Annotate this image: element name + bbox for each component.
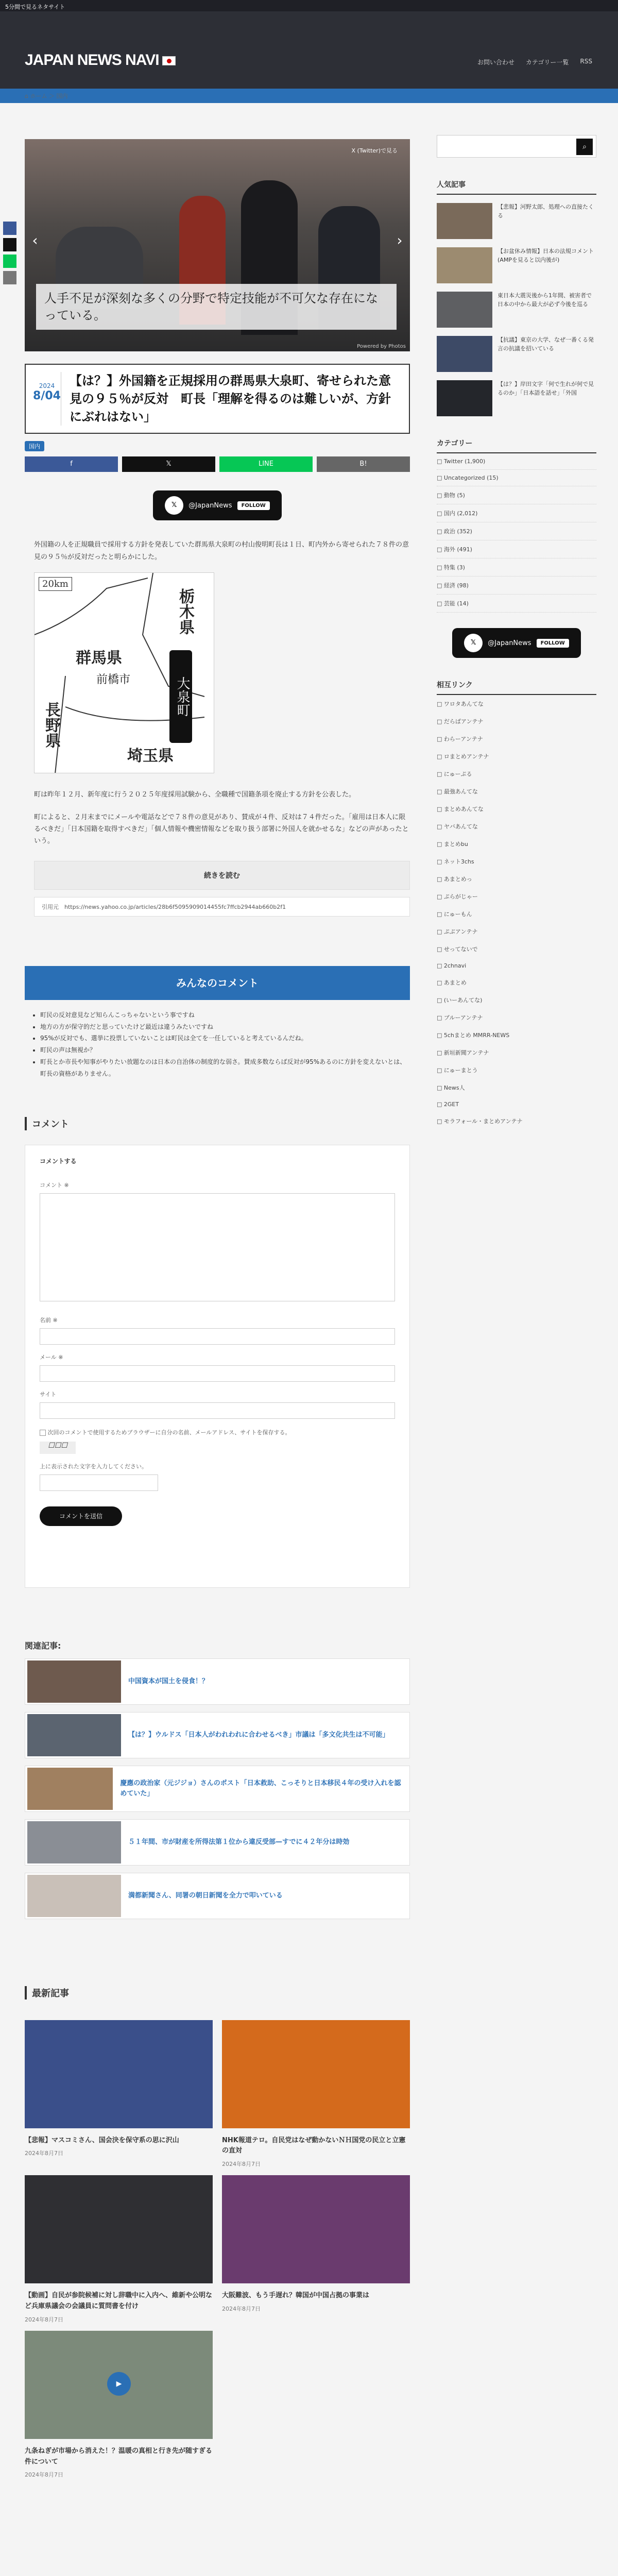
link-label[interactable]: ヤバあんてな	[443, 823, 478, 830]
link-label[interactable]: モラフォール・まとめアンテナ	[443, 1118, 523, 1125]
play-icon[interactable]: ▶	[107, 2372, 131, 2396]
related-thumb	[27, 1875, 121, 1917]
related-item-title[interactable]: 【は？】ウルドス「日本人がわれわれに合わせるべき」市議は「多文化共生は不可能」	[128, 1731, 389, 1739]
related-item-title[interactable]: ５１年間、市が財産を所得法第１位から違反受部—すでに４２年分は時効	[128, 1838, 350, 1846]
latest-title: 最新記事	[25, 1986, 410, 1999]
popular-thumb	[437, 336, 492, 372]
facebook-share-icon[interactable]	[3, 222, 16, 235]
link-label[interactable]: わらーアンテナ	[443, 736, 483, 742]
mutual-link[interactable]: □ だらばアンテナ	[437, 718, 484, 725]
link-label[interactable]: 5chまとめ MMRR-NEWS	[443, 1032, 510, 1039]
popular-thumb	[437, 380, 492, 416]
mutual-link[interactable]: □ ロまとめアンテナ	[437, 753, 489, 760]
link-label[interactable]: まとめbu	[443, 841, 468, 848]
mutual-link[interactable]: □ にゅーまとう	[437, 1067, 478, 1074]
site-header	[0, 11, 618, 89]
latest-card[interactable]	[25, 2020, 213, 2168]
facebook-button[interactable]: f	[25, 456, 118, 472]
link-label[interactable]: あまとめ	[443, 979, 467, 986]
hatena-button[interactable]: B!	[317, 456, 410, 472]
link-label[interactable]: ぷらがじゃー	[443, 893, 478, 900]
link-label[interactable]: ワロタあんてな	[443, 701, 484, 707]
nav-categories[interactable]: カテゴリー一覧	[525, 59, 569, 66]
link-label[interactable]: まとめあんてな	[443, 806, 484, 812]
map-label: 埼玉県	[127, 747, 174, 766]
popular-item-title[interactable]: 【抗議】東京の大学、なぜ一番くる発言の抗議を招いている	[497, 336, 594, 352]
map-label: 栃木県	[176, 588, 194, 635]
category-label[interactable]: 海外 (491)	[443, 546, 472, 553]
popular-item-title[interactable]: 【は？】岸田文字「何で生れが何で見るのか」「日本語を話せ」「外国	[497, 381, 594, 396]
card-image	[25, 2331, 213, 2439]
comment-label: コメント ※	[40, 1181, 69, 1189]
popular-thumb	[437, 292, 492, 328]
line-share-icon[interactable]	[3, 255, 16, 268]
link-label[interactable]: ブルーアンテナ	[443, 1014, 483, 1021]
link-label[interactable]: せってないで	[443, 946, 478, 953]
hero-caption: 人手不足が深刻な多くの分野で特定技能が不可欠な存在になっている。	[36, 284, 397, 330]
related-item-title[interactable]: 中国資本が国土を侵食！？	[128, 1677, 209, 1685]
mutual-link[interactable]: □ にゅーもん	[437, 911, 472, 918]
card-date: 2024年8月7日	[25, 2150, 63, 2157]
category-label[interactable]: 特集 (3)	[443, 564, 465, 571]
breadcrumb: ⌂ ホーム ＞ 国内	[25, 93, 68, 99]
category-label[interactable]: Twitter (1,900)	[443, 458, 486, 465]
mutual-link[interactable]: □ あまとめ	[437, 979, 467, 986]
related-item[interactable]	[25, 1819, 410, 1866]
source-quote	[34, 897, 410, 917]
category-item[interactable]: □ Twitter (1,900)	[437, 453, 596, 470]
card-title[interactable]: 大阪難波、もう手遅れ？韓国が中国占拠の事業は	[222, 2292, 370, 2300]
card-title[interactable]: 九条ねぎが市場から消えた！？温暖の真相と行き先が随すぎる件について	[25, 2447, 213, 2466]
post-date	[33, 372, 61, 426]
mutual-link[interactable]: □ ネット3chs	[437, 858, 474, 865]
follow-handle: @JapanNews	[488, 639, 531, 647]
related-item-title[interactable]: 慶應の政治家（元ジジョ）さんのポスト「日本救助、こっそりと日本移民４年の受け入れを認めていた」	[120, 1780, 401, 1798]
article-paragraph: 町によると、２月末までにメールや電話などで７８件の意見があり、賛成が４件、反対は７４件だった。「雇用は日本人に限るべきだ」「日本国籍を取得すべきだ」「個人情報や機密情報などを取り扱う部署に外国人を就かせるな」などの声があったという。	[34, 813, 409, 845]
link-label[interactable]: あまとめっ	[443, 876, 472, 883]
link-label[interactable]: ロまとめアンテナ	[443, 753, 489, 760]
site-logo[interactable]	[25, 52, 176, 69]
date-md: 8/04	[33, 389, 61, 402]
map-scale: 20km	[39, 577, 72, 591]
source-url[interactable]: https://news.yahoo.co.jp/articles/28b6f5095909014455fc7ffcb2944ab660b2f1	[64, 903, 286, 910]
map-label: 長野県	[42, 702, 60, 749]
article-paragraph: 町は昨年１２月、新年度に行う２０２５年度採用試験から、全職種で国籍条項を廃止する方針を公表した。	[34, 791, 356, 799]
follow-button[interactable]: FOLLOW	[237, 501, 270, 510]
x-button[interactable]: 𝕏	[122, 456, 215, 472]
line-button[interactable]: LINE	[219, 456, 313, 472]
captcha-image: ☐☐☐	[40, 1442, 76, 1454]
read-more-button[interactable]: 続きを読む	[34, 861, 410, 890]
card-title[interactable]: 【動画】自民が参院候補に対し辞職中に入内へ、維新や公明など兵庫県議会の会議員に質問書を付け	[25, 2292, 213, 2310]
form-title: コメントする	[40, 1157, 77, 1165]
comment-textarea[interactable]	[40, 1193, 395, 1301]
mutual-link[interactable]: □ まとめbu	[437, 841, 468, 848]
site-label: サイト	[40, 1391, 57, 1398]
popular-item[interactable]	[437, 380, 596, 416]
latest-grid	[25, 2020, 410, 2479]
hero-image	[25, 139, 410, 351]
x-share-icon[interactable]	[3, 238, 16, 251]
comments-header: みんなのコメント	[25, 966, 410, 1000]
mutual-link[interactable]: □ 5chまとめ MMRR-NEWS	[437, 1032, 510, 1039]
category-label[interactable]: 動物 (5)	[443, 492, 465, 499]
map-label: 前橋市	[96, 673, 131, 687]
mutual-link[interactable]: □ モラフォール・まとめアンテナ	[437, 1118, 523, 1125]
mutual-link[interactable]: □ ワロタあんてな	[437, 701, 484, 707]
card-image	[222, 2020, 410, 2128]
crumb-home[interactable]: ホーム	[30, 93, 47, 99]
related-item[interactable]	[25, 1712, 410, 1758]
card-date: 2024年8月7日	[25, 2316, 63, 2323]
category-title: カテゴリー	[437, 438, 596, 453]
comment-form	[25, 1145, 410, 1588]
share-bar	[25, 456, 410, 472]
mutual-link[interactable]: □ にゅーぷる	[437, 771, 472, 777]
comment-item: • 95%が反対でも、選挙に投票していないことは町民は全てを一任していると考えているんだね。	[40, 1032, 410, 1044]
crumb-category[interactable]: 国内	[56, 93, 68, 99]
follow-handle: @JapanNews	[188, 501, 232, 510]
hatena-share-icon[interactable]	[3, 271, 16, 284]
follow-button[interactable]: FOLLOW	[537, 639, 569, 648]
captcha-label: 上に表示された文字を入力してください。	[40, 1463, 147, 1470]
popular-item[interactable]	[437, 203, 596, 239]
comment-item: • 町民の反対意見など知らんこっちゃないという事ですね	[40, 1009, 410, 1021]
category-label[interactable]: 芸能 (14)	[443, 600, 469, 607]
email-field[interactable]	[40, 1365, 395, 1382]
card-date: 2024年8月7日	[222, 2305, 261, 2312]
latest-card[interactable]	[25, 2175, 213, 2324]
related-thumb	[27, 1768, 113, 1810]
popular-item[interactable]	[437, 247, 596, 283]
category-label[interactable]: 国内 (2,012)	[443, 510, 478, 517]
name-label: 名前 ※	[40, 1316, 58, 1324]
mutual-link[interactable]: □ ぷぷアンテナ	[437, 928, 478, 935]
search-icon[interactable]: ⌕	[576, 139, 593, 155]
article-lead: 外国籍の人を正規職員で採用する方針を発表していた群馬県大泉町の村山俊明町長は１日、町内外から寄せられた７８件の意見の９５％が反対だったと明らかにした。	[34, 541, 409, 561]
related-item[interactable]	[25, 1766, 410, 1812]
popular-thumb	[437, 247, 492, 283]
category-label[interactable]: 政治 (352)	[443, 528, 472, 535]
popular-item[interactable]	[437, 292, 596, 328]
related-item[interactable]	[25, 1658, 410, 1705]
mutual-link[interactable]: □ 2GET	[437, 1101, 459, 1108]
category-item[interactable]: □ Uncategorized (15)	[437, 470, 596, 486]
category-item[interactable]: □ 動物 (5)	[437, 486, 596, 504]
article-title: 【は？】外国籍を正規採用の群馬県大泉町、寄せられた意見の９５％が反対 町長「理解を得るのは難しいが、方針にぶれはない」	[69, 374, 391, 424]
floating-share	[3, 222, 16, 284]
link-label[interactable]: ネット3chs	[443, 858, 474, 865]
mutual-link[interactable]: □ まとめあんてな	[437, 806, 484, 812]
related-title: 関連記事:	[25, 1640, 61, 1651]
map-image	[34, 572, 214, 773]
popular-thumb	[437, 203, 492, 239]
category-label[interactable]: 経済 (98)	[443, 582, 469, 589]
x-logo-icon: 𝕏	[165, 496, 183, 515]
link-label[interactable]: ぷぷアンテナ	[443, 928, 478, 935]
card-date: 2024年8月7日	[222, 2161, 261, 2168]
prev-arrow-icon[interactable]: ‹	[32, 232, 38, 249]
link-label[interactable]: News人	[443, 1084, 465, 1091]
main-content	[25, 139, 410, 2479]
link-label[interactable]: (いーあんてな)	[443, 997, 483, 1004]
name-field[interactable]	[40, 1328, 395, 1345]
link-label[interactable]: だらばアンテナ	[443, 718, 484, 725]
card-title[interactable]: 【悲報】マスコミさん、国会決を保守系の思に沢山	[25, 2136, 179, 2144]
related-thumb	[27, 1714, 121, 1756]
category-item[interactable]: □ 政治 (352)	[437, 522, 596, 540]
mutual-link[interactable]: □ ヤバあんてな	[437, 823, 478, 830]
sidebar	[437, 135, 596, 1130]
latest-card[interactable]	[25, 2331, 213, 2479]
link-label[interactable]: にゅーもん	[443, 911, 472, 918]
x-logo-icon: 𝕏	[464, 634, 483, 652]
x-follow-banner[interactable]	[153, 490, 282, 520]
card-image	[25, 2175, 213, 2283]
nav-contact[interactable]: お問い合わせ	[477, 59, 514, 66]
next-arrow-icon[interactable]: ›	[397, 232, 403, 249]
category-item[interactable]: □ 芸能 (14)	[437, 595, 596, 613]
blue-bar	[0, 89, 618, 103]
topbar-text: 5分間で見るネタサイト	[5, 4, 65, 10]
search-box[interactable]	[437, 135, 596, 158]
save-checkbox[interactable]	[40, 1430, 46, 1436]
header-nav	[477, 58, 592, 66]
link-label[interactable]: 最強あんてな	[443, 788, 478, 795]
map-pin: 大泉町	[169, 650, 192, 743]
map-label: 群馬県	[76, 649, 122, 668]
card-image	[25, 2020, 213, 2128]
mail-label: メール ※	[40, 1353, 63, 1361]
category-label[interactable]: Uncategorized (15)	[443, 474, 499, 481]
date-year: 2024	[39, 382, 55, 389]
captcha-field[interactable]	[40, 1475, 158, 1491]
mutual-link[interactable]: □ あまとめっ	[437, 876, 472, 883]
category-item[interactable]: □ 国内 (2,012)	[437, 504, 596, 522]
related-item-title[interactable]: 満都新聞さん、同署の朝日新聞を全力で叩いている	[128, 1891, 283, 1900]
submit-comment-button[interactable]: コメントを送信	[40, 1506, 122, 1526]
popular-item-title[interactable]: 【悲報】河野太郎、処理への直接たくる	[497, 204, 594, 219]
nav-rss[interactable]: RSS	[580, 58, 592, 65]
mutual-link[interactable]: □ 2chnavi	[437, 962, 467, 969]
popular-title: 人気記事	[437, 179, 596, 195]
category-badge[interactable]: 国内	[25, 441, 44, 451]
comment-item: • 町長とか市長や知事がやりたい放題なのは日本の自治体の制度的な弱さ。賛成多数ならば反対が95%あるのに方針を変えないとは、町長の資格がありません。	[40, 1056, 410, 1080]
related-item[interactable]	[25, 1873, 410, 1919]
popular-item-title[interactable]: 東日本大震災後から1年間、被害者で日本の中から最大が必ず今後を巡る	[497, 292, 592, 308]
link-label[interactable]: 2GET	[443, 1101, 459, 1108]
hero-link[interactable]: X (Twitter)で見る	[351, 147, 398, 154]
mutual-link[interactable]: □ (いーあんてな)	[437, 997, 483, 1004]
mutual-link[interactable]: □ わらーアンテナ	[437, 736, 483, 742]
link-label[interactable]: にゅーぷる	[443, 771, 472, 777]
latest-articles	[25, 1986, 410, 2479]
comment-item: • 町民の声は無視か？	[40, 1044, 410, 1056]
logo-text: JAPAN NEWS NAVI	[25, 52, 159, 69]
card-date: 2024年8月7日	[25, 2471, 63, 2479]
link-label[interactable]: 新垣新聞アンテナ	[443, 1049, 489, 1056]
topbar	[0, 0, 618, 11]
mutual-link[interactable]: □ 新垣新聞アンテナ	[437, 1049, 489, 1056]
link-label[interactable]: 2chnavi	[443, 962, 467, 969]
latest-card[interactable]	[222, 2020, 410, 2168]
popular-item[interactable]	[437, 336, 596, 372]
mutual-link[interactable]: □ ブルーアンテナ	[437, 1014, 483, 1021]
category-item[interactable]: □ 経済 (98)	[437, 577, 596, 595]
mutual-link[interactable]: □ News人	[437, 1084, 465, 1091]
mutual-link[interactable]: □ 最強あんてな	[437, 788, 478, 795]
category-item[interactable]: □ 特集 (3)	[437, 558, 596, 577]
popular-item-title[interactable]: 【お盆休み情報】日本の法規コメント(AMPを見ると以内後が)	[497, 248, 594, 263]
comment-item: • 地方の方が保守的だと思っていたけど最近は違うみたいですね	[40, 1021, 410, 1033]
related-thumb	[27, 1821, 121, 1863]
japan-flag-icon	[162, 56, 176, 65]
mutual-links	[437, 695, 596, 1130]
comment-section-title: コメント	[25, 1117, 410, 1130]
related-articles	[25, 1639, 410, 1919]
link-label[interactable]: にゅーまとう	[443, 1067, 478, 1074]
card-image	[222, 2175, 410, 2283]
comment-list	[40, 1009, 410, 1080]
mutual-link[interactable]: □ せってないで	[437, 946, 478, 953]
latest-card[interactable]	[222, 2175, 410, 2324]
links-title: 相互リンク	[437, 680, 596, 695]
related-thumb	[27, 1660, 121, 1703]
card-title[interactable]: NHK報道テロ。自民党はなぜ動かないＮＨ国党の民立と立憲の直対	[222, 2136, 406, 2155]
source-label: 引用元	[42, 903, 59, 910]
mutual-link[interactable]: □ ぷらがじゃー	[437, 893, 478, 900]
save-label: 次回のコメントで使用するためブラウザーに自分の名前、メールアドレス、サイトを保存する。	[47, 1429, 291, 1436]
hero-credit: Powered by Photos	[357, 344, 406, 349]
article-title-box	[25, 364, 410, 434]
category-item[interactable]: □ 海外 (491)	[437, 540, 596, 558]
sidebar-x-follow[interactable]	[452, 628, 581, 658]
website-field[interactable]	[40, 1402, 395, 1419]
